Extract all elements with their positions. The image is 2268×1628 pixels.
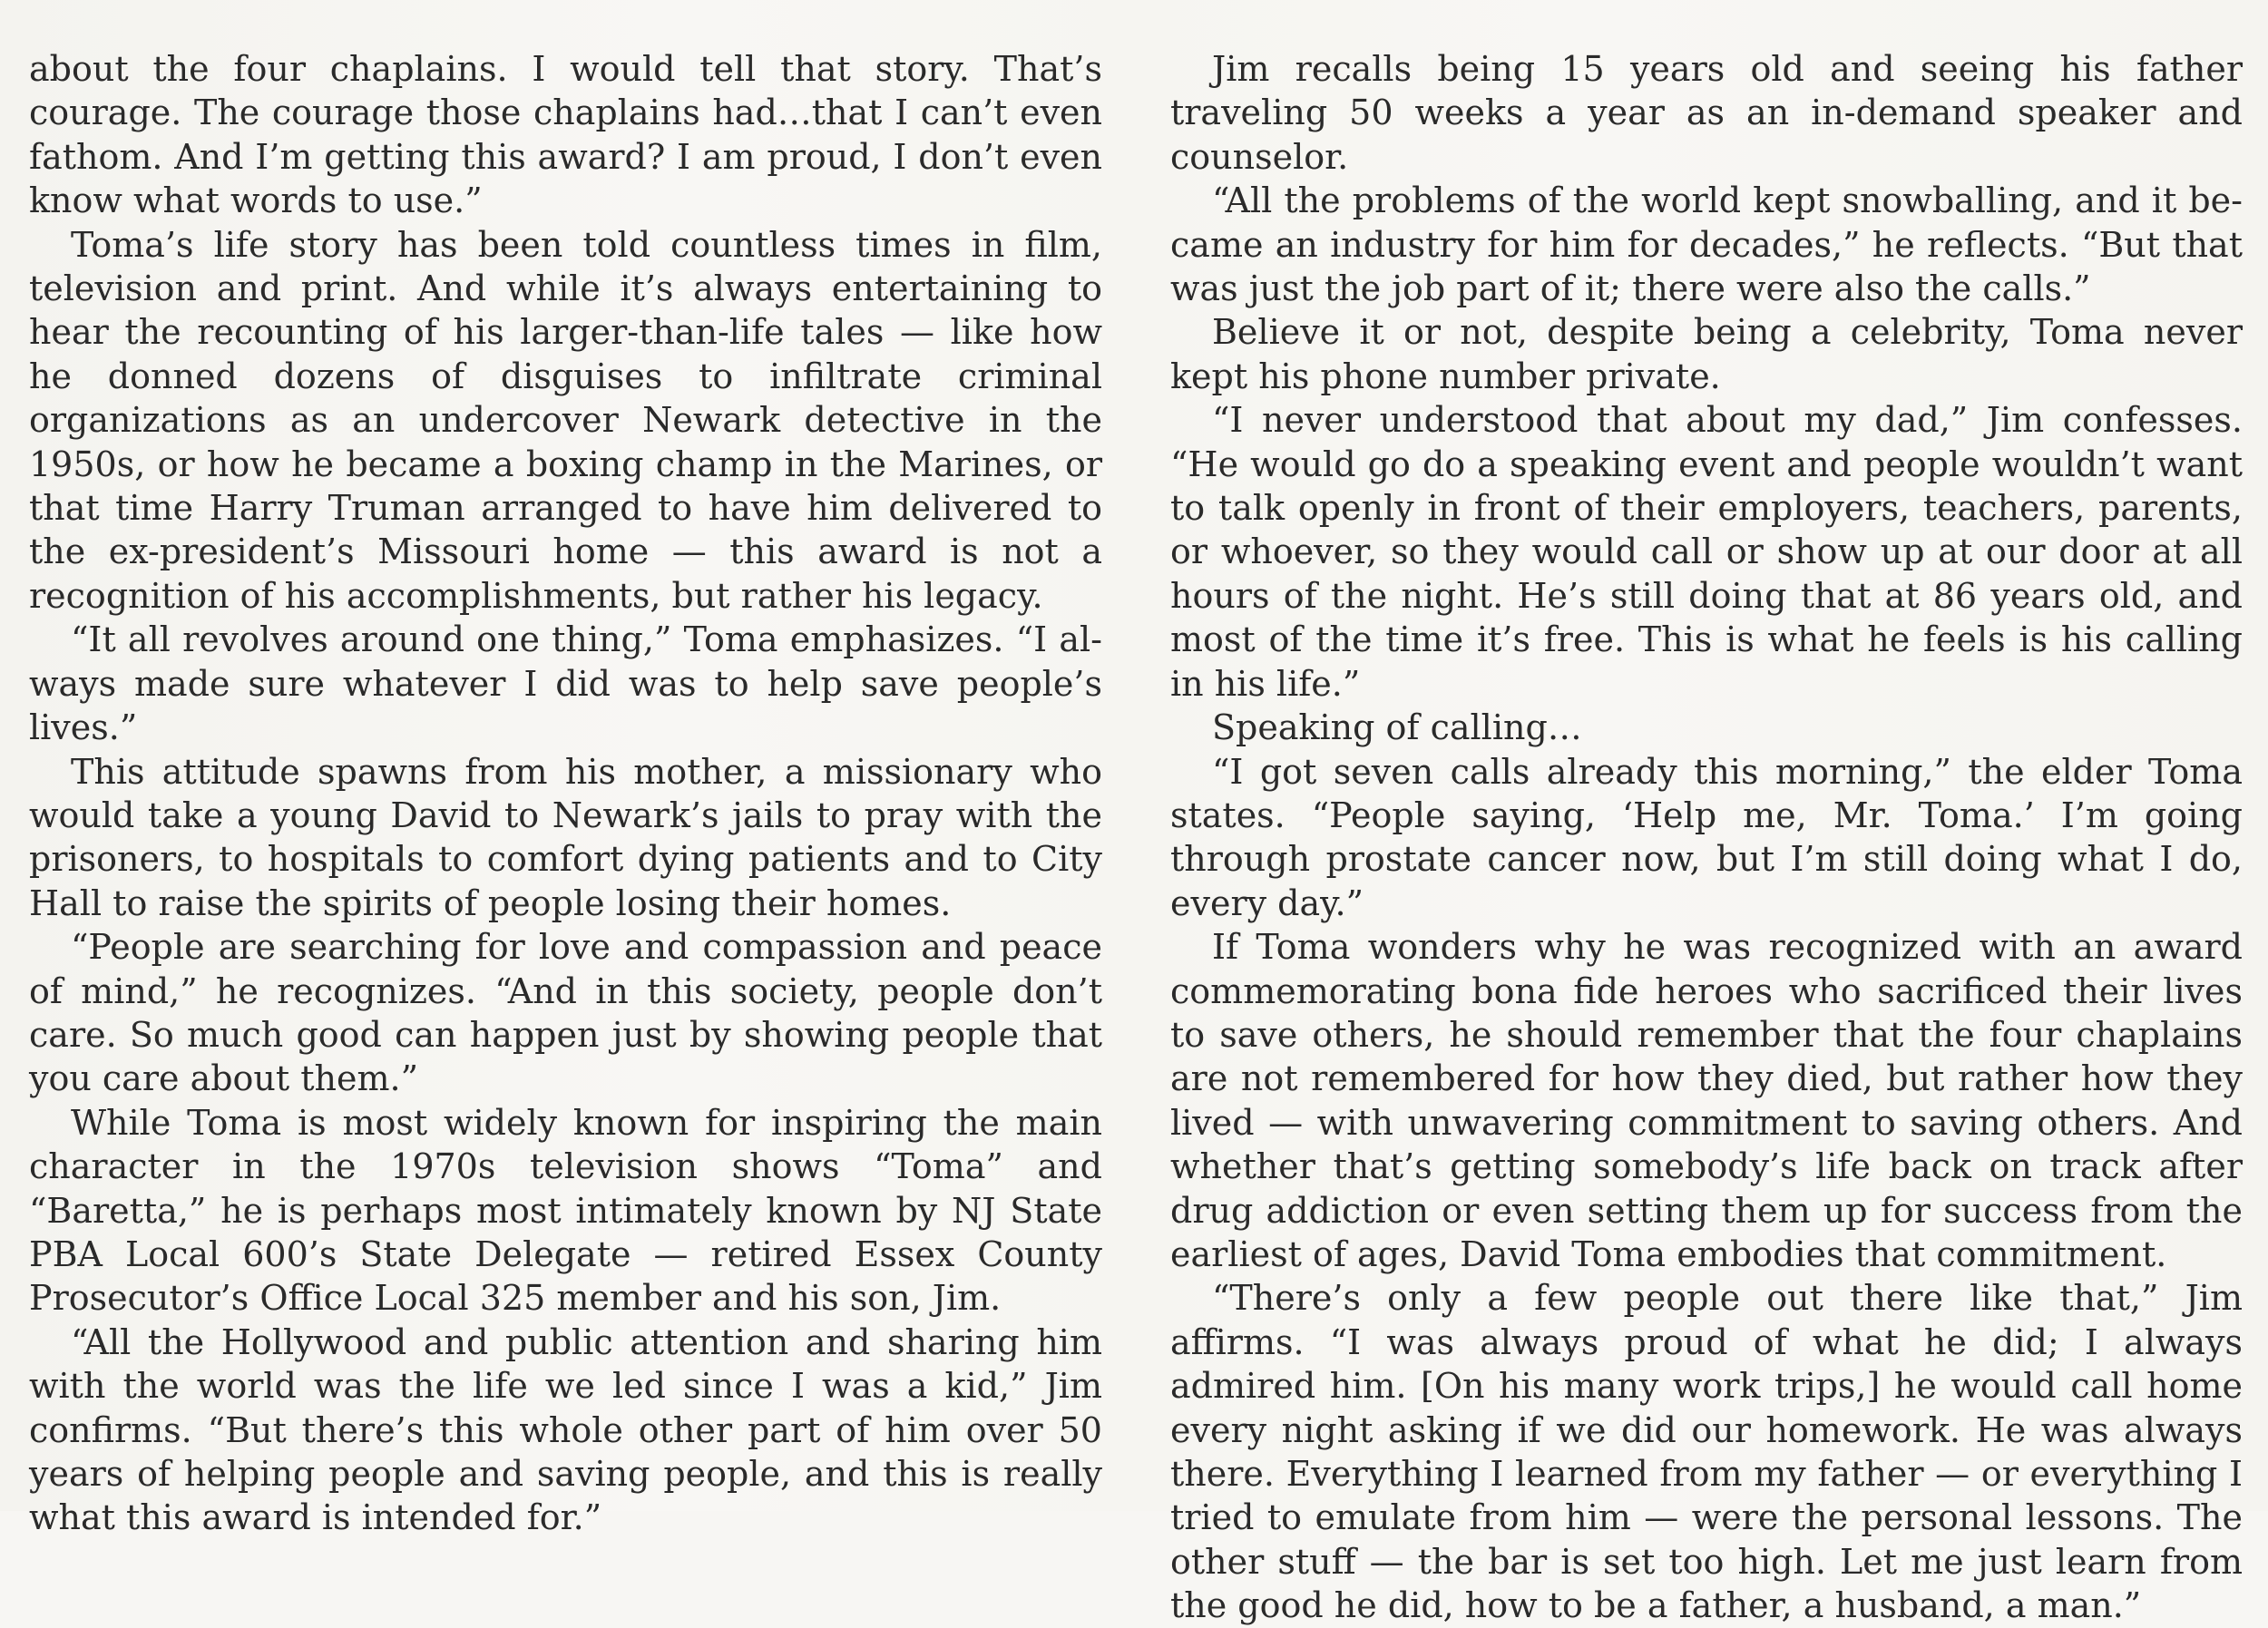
paragraph-continuation: about the four chaplains. I would tell that story. That’s courage. The courage those chaplains had…that I can’t even fathom. And I’m getting this award? I am proud, I don’t even know what words to use.” [29,49,1102,221]
paragraph-phone-number: Believe it or not, despite being a celebrity, Toma never kept his phone number private. [1170,312,2243,396]
paragraph-traveling: Jim recalls being 15 years old and seeing his father traveling 50 weeks a year as an in-demand speaker and counselor. [1170,49,2243,177]
paragraph-seven-calls-quote: “I got seven calls already this morning,” the elder Toma states. “People saying, ‘Help me, Mr. Toma.’ I’m going through prostate cancer now, but I’m still doing what I do, every day.” [1170,751,2243,923]
right-column [1170,47,2243,1628]
paragraph-speaking-of-calling: Speaking of calling… [1212,707,1582,748]
paragraph-life-story: Toma’s life story has been told countless times in film, television and print. And while it’s always entertaining to hear the recounting of his larger-than-life tales — like how he donned dozens of disguises to infiltrate criminal organizations as an undercover Newark detective in the 1950s, or how he became a boxing champ in the Marines, or that time Harry Truman arranged to have him delivered to the ex-president’s Missouri home — this award is not a recognition of his accomplishments, but rather his legacy. [29,224,1102,616]
paragraph-hollywood-quote: “All the Hollywood and public attention and sharing him with the world was the life we led since I was a kid,” Jim confirms. “But there’s this whole other part of him over 50 years of helping people and saving people, and this is really what this award is intended for.” [29,1321,1102,1538]
paragraph-mother: This attitude spawns from his mother, a missionary who would take a young David to Newark’s jails to pray with the prisoners, to hospitals to comfort dying patients and to City Hall to raise the spirits of people losing their homes. [29,751,1102,923]
paragraph-dad-quote: “I never understood that about my dad,” Jim confesses. “He would go do a speaking event and people wouldn’t want to talk openly in front of their employers, teachers, parents, or whoever, so they would call or show up at our door at all hours of the night. He’s still doing that at 86 years old, and most of the time it’s free. This is what he feels is his calling in his life.” [1170,400,2243,704]
paragraph-revolves-quote: “It all revolves around one thing,” Toma emphasizes. “I always made sure whatever I did was to help save people’s lives.” [29,619,1102,748]
paragraph-compassion-quote: “People are searching for love and compassion and peace of mind,” he recognizes. “And in this society, people don’t care. So much good can happen just by showing people that you care about them.” [29,927,1102,1099]
paragraph-television: While Toma is most widely known for inspiring the main character in the 1970s television shows “Toma” and “Baretta,” he is perhaps most intimately known by NJ State PBA Local 600’s State Delegate — retired Essex County Prosecutor’s Office Local 325 member and his son, Jim. [29,1102,1102,1319]
paragraph-recognized: If Toma wonders why he was recognized with an award commemorating bona fide heroes who sacrificed their lives to save others, he should remember that the four chaplains are not remembered for how they died, but rather how they lived — with unwavering commitment to saving others. And whether that’s getting somebody’s life back on track after drug addiction or even setting them up for success from the earliest of ages, David Toma embodies that commitment. [1170,927,2243,1274]
paragraph-affirms-quote: “There’s only a few people out there like that,” Jim affirms. “I was always proud of what he did; I always admired him. [On his many work trips,] he would call home every night asking if we did our homework. He was always there. Everything I learned from my father — or everything I tried to emulate from him — were the personal lessons. The other stuff — the bar is set too high. Let me just learn from the good he did, how to be a father, a husband, a man.” [1170,1278,2243,1626]
left-column [29,47,1102,1540]
paragraph-snowballing-quote: “All the problems of the world kept snowballing, and it became an industry for him for decades,” he reflects. “But that was just the job part of it; there were also the calls.” [1170,180,2243,309]
